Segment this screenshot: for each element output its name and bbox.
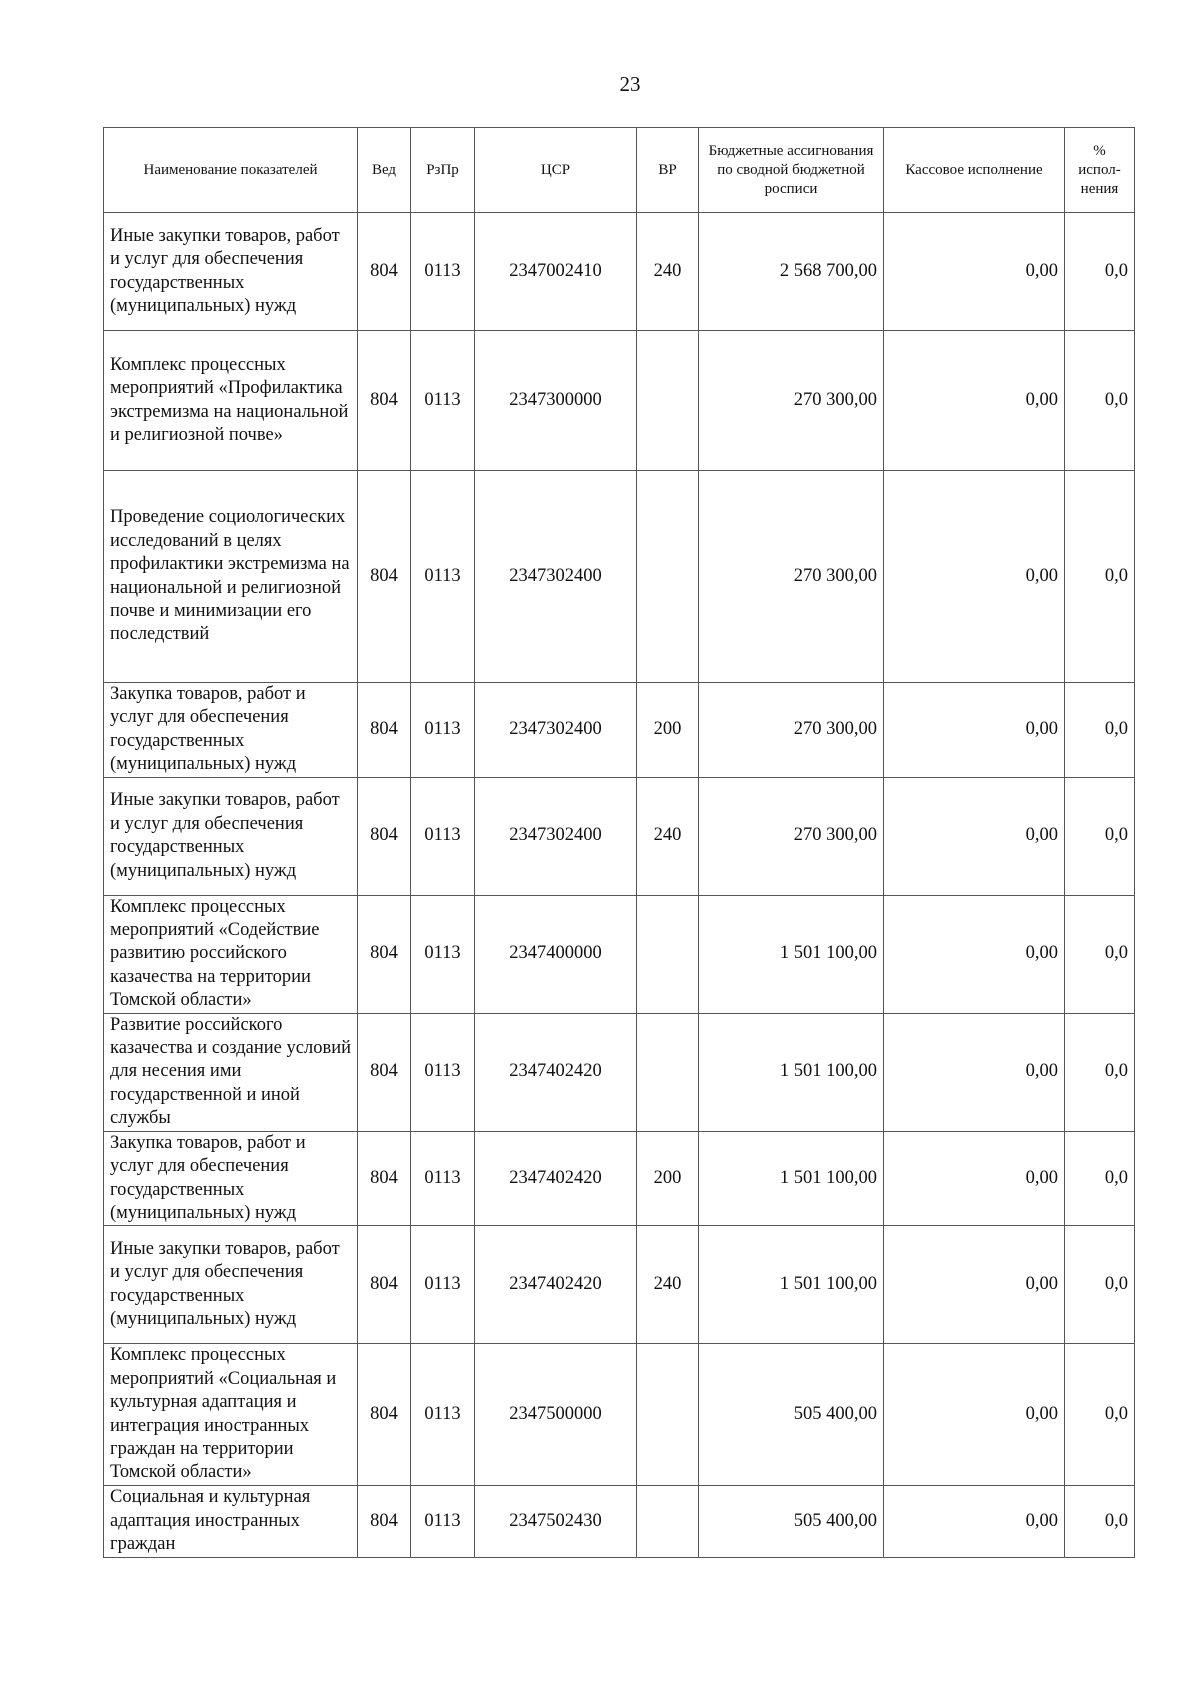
row-vr [637,471,699,683]
header-budget: Бюджетные ассигнования по сводной бюджетной росписи [699,128,884,213]
row-vr [637,1485,699,1557]
row-rzpr: 0113 [411,1344,475,1485]
row-rzpr: 0113 [411,777,475,895]
table-row [104,1485,1135,1557]
row-ved: 804 [358,1226,411,1344]
row-csr: 2347400000 [475,895,637,1013]
row-ved: 804 [358,1013,411,1131]
table-row [104,1344,1135,1485]
row-budget: 1 501 100,00 [699,895,884,1013]
row-rzpr: 0113 [411,1485,475,1557]
row-budget: 2 568 700,00 [699,213,884,331]
row-cash: 0,00 [884,331,1065,471]
row-csr: 2347002410 [475,213,637,331]
row-percent: 0,0 [1065,1013,1135,1131]
row-ved: 804 [358,1344,411,1485]
row-cash: 0,00 [884,471,1065,683]
row-ved: 804 [358,213,411,331]
row-csr: 2347402420 [475,1013,637,1131]
row-rzpr: 0113 [411,1226,475,1344]
row-cash: 0,00 [884,1226,1065,1344]
row-percent: 0,0 [1065,777,1135,895]
row-csr: 2347302400 [475,683,637,778]
row-cash: 0,00 [884,777,1065,895]
header-percent: % испол- нения [1065,128,1135,213]
row-budget: 270 300,00 [699,471,884,683]
table-row [104,1013,1135,1131]
row-csr: 2347502430 [475,1485,637,1557]
row-percent: 0,0 [1065,471,1135,683]
row-rzpr: 0113 [411,331,475,471]
row-budget: 270 300,00 [699,777,884,895]
table-row [104,683,1135,778]
table-body [104,213,1135,1558]
row-percent: 0,0 [1065,1226,1135,1344]
row-ved: 804 [358,777,411,895]
table-row [104,1131,1135,1226]
row-name: Комплекс процессных мероприятий «Содействие развитию российского казачества на территории Томской области» [104,895,358,1013]
row-budget: 1 501 100,00 [699,1131,884,1226]
row-cash: 0,00 [884,1344,1065,1485]
row-name: Иные закупки товаров, работ и услуг для обеспечения государственных (муниципальных) нужд [104,777,358,895]
row-cash: 0,00 [884,683,1065,778]
row-percent: 0,0 [1065,895,1135,1013]
row-vr [637,331,699,471]
row-percent: 0,0 [1065,331,1135,471]
header-ved: Вед [358,128,411,213]
row-vr [637,1344,699,1485]
header-name: Наименование показателей [104,128,358,213]
row-ved: 804 [358,683,411,778]
row-name: Комплекс процессных мероприятий «Социальная и культурная адаптация и интеграция иностранных граждан на территории Томской области» [104,1344,358,1485]
row-budget: 270 300,00 [699,683,884,778]
row-vr: 200 [637,683,699,778]
row-rzpr: 0113 [411,895,475,1013]
row-cash: 0,00 [884,1485,1065,1557]
row-budget: 1 501 100,00 [699,1226,884,1344]
row-name: Иные закупки товаров, работ и услуг для обеспечения государственных (муниципальных) нужд [104,213,358,331]
header-row [104,128,1135,213]
row-ved: 804 [358,331,411,471]
row-cash: 0,00 [884,213,1065,331]
row-name: Закупка товаров, работ и услуг для обеспечения государственных (муниципальных) нужд [104,1131,358,1226]
row-ved: 804 [358,1485,411,1557]
row-percent: 0,0 [1065,683,1135,778]
row-percent: 0,0 [1065,1131,1135,1226]
budget-table [103,127,1135,1558]
row-rzpr: 0113 [411,1013,475,1131]
row-vr: 200 [637,1131,699,1226]
row-vr: 240 [637,777,699,895]
row-csr: 2347402420 [475,1226,637,1344]
header-cash: Кассовое исполнение [884,128,1065,213]
row-budget: 1 501 100,00 [699,1013,884,1131]
header-csr: ЦСР [475,128,637,213]
row-cash: 0,00 [884,1131,1065,1226]
row-csr: 2347500000 [475,1344,637,1485]
row-budget: 270 300,00 [699,331,884,471]
header-rzpr: РзПр [411,128,475,213]
row-ved: 804 [358,471,411,683]
row-percent: 0,0 [1065,1485,1135,1557]
row-percent: 0,0 [1065,1344,1135,1485]
row-csr: 2347302400 [475,777,637,895]
row-budget: 505 400,00 [699,1344,884,1485]
row-name: Иные закупки товаров, работ и услуг для обеспечения государственных (муниципальных) нужд [104,1226,358,1344]
row-rzpr: 0113 [411,683,475,778]
table-row [104,895,1135,1013]
header-vr: ВР [637,128,699,213]
row-rzpr: 0113 [411,1131,475,1226]
row-vr [637,1013,699,1131]
table-row [104,471,1135,683]
row-name: Проведение социологических исследований в целях профилактики экстремизма на национальной и религиозной почве и минимизации его последствий [104,471,358,683]
row-cash: 0,00 [884,895,1065,1013]
row-name: Комплекс процессных мероприятий «Профилактика экстремизма на национальной и религиозной почве» [104,331,358,471]
row-vr: 240 [637,1226,699,1344]
row-name: Социальная и культурная адаптация иностранных граждан [104,1485,358,1557]
row-ved: 804 [358,895,411,1013]
row-cash: 0,00 [884,1013,1065,1131]
row-rzpr: 0113 [411,471,475,683]
row-csr: 2347402420 [475,1131,637,1226]
row-rzpr: 0113 [411,213,475,331]
row-ved: 804 [358,1131,411,1226]
table-row [104,331,1135,471]
page-number: 23 [619,72,641,96]
table-row [104,213,1135,331]
row-budget: 505 400,00 [699,1485,884,1557]
row-csr: 2347302400 [475,471,637,683]
row-vr: 240 [637,213,699,331]
table-row [104,1226,1135,1344]
row-name: Закупка товаров, работ и услуг для обеспечения государственных (муниципальных) нужд [104,683,358,778]
row-csr: 2347300000 [475,331,637,471]
row-name: Развитие российского казачества и создание условий для несения ими государственной и иной службы [104,1013,358,1131]
row-percent: 0,0 [1065,213,1135,331]
table-row [104,777,1135,895]
row-vr [637,895,699,1013]
